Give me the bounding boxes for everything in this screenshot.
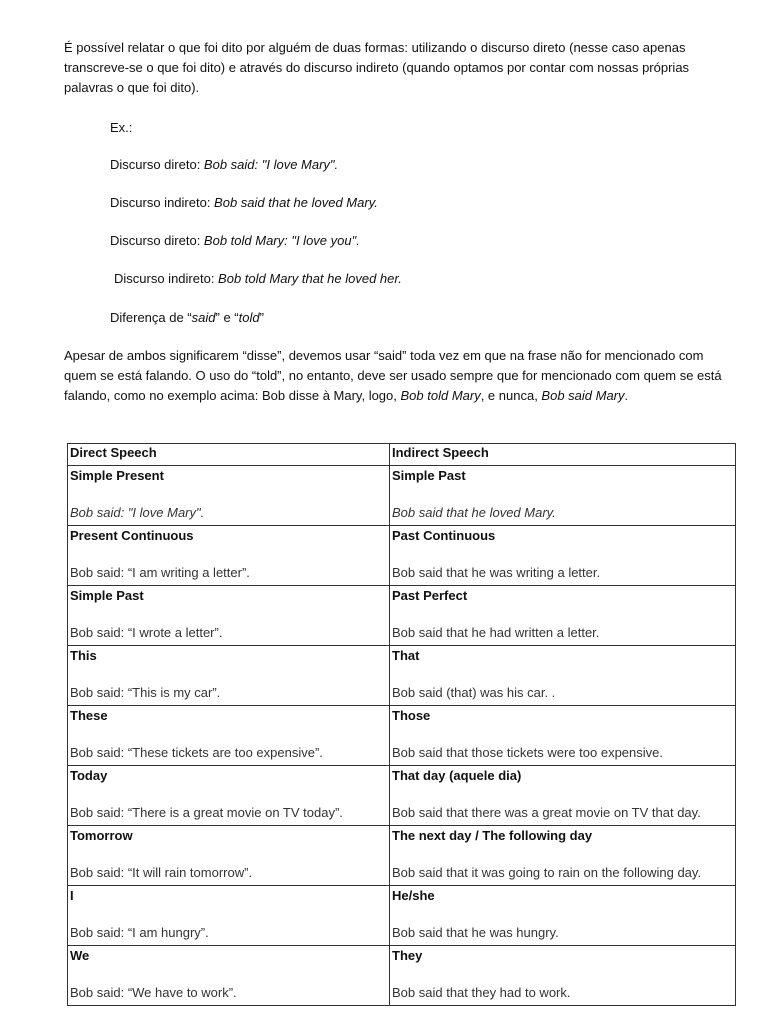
- direct-tense-label: Present Continuous: [70, 528, 194, 543]
- indirect-tense-label: Simple Past: [392, 468, 466, 483]
- indirect-tense-label: Past Continuous: [392, 528, 496, 543]
- indirect-speech-cell: [390, 586, 736, 646]
- example-line: [114, 270, 402, 288]
- example-line: [110, 232, 360, 250]
- direct-speech-cell: [68, 466, 390, 526]
- indirect-example-text: Bob said that he was hungry.: [392, 925, 559, 940]
- direct-speech-cell: [68, 766, 390, 826]
- direct-tense-label: Today: [70, 768, 108, 783]
- indirect-tense-label: He/she: [392, 888, 435, 903]
- indirect-speech-cell: [390, 646, 736, 706]
- indirect-example-text: Bob said that there was a great movie on TV that day.: [392, 805, 701, 820]
- table-row: [68, 886, 736, 946]
- direct-tense-label: These: [70, 708, 108, 723]
- table-row: [68, 526, 736, 586]
- indirect-speech-cell: [390, 886, 736, 946]
- indirect-tense-label: Past Perfect: [392, 588, 468, 603]
- header-indirect-speech: Indirect Speech: [390, 444, 736, 466]
- direct-example-text: Bob said: “It will rain tomorrow”.: [70, 865, 253, 880]
- example-label: Discurso indireto:: [110, 195, 215, 210]
- indirect-tense-label: That day (aquele dia): [392, 768, 522, 783]
- table-row: [68, 586, 736, 646]
- difference-mid: ” e “: [215, 310, 239, 325]
- indirect-tense-label: The next day / The following day: [392, 828, 593, 843]
- example-label: Discurso direto:: [110, 233, 204, 248]
- table-body: [68, 466, 736, 1006]
- examples-title: Ex.:: [110, 120, 133, 135]
- direct-example-text: Bob said: “I wrote a letter”.: [70, 625, 223, 640]
- direct-speech-cell: [68, 946, 390, 1006]
- difference-prefix: Diferença de “: [110, 310, 192, 325]
- explanation-text: Apesar de ambos significarem “disse”, devemos usar “said” toda vez em que na frase não for mencionado com quem se está falando. O uso do “told”, no entanto, deve ser usado sempre que for mencionado com quem se está falando, como no exemplo acima: Bob disse à Mary, logo,: [64, 348, 722, 403]
- indirect-speech-cell: [390, 826, 736, 886]
- indirect-example-text: Bob said that they had to work.: [392, 985, 571, 1000]
- difference-word-said: said: [191, 310, 216, 325]
- table-row: [68, 646, 736, 706]
- indirect-speech-cell: [390, 766, 736, 826]
- direct-example-text: Bob said: “These tickets are too expensive”.: [70, 745, 323, 760]
- direct-example-text: Bob said: “I am writing a letter”.: [70, 565, 250, 580]
- explanation-italic-2: Bob said Mary: [541, 388, 625, 403]
- direct-tense-label: This: [70, 648, 97, 663]
- indirect-speech-cell: [390, 706, 736, 766]
- direct-tense-label: Tomorrow: [70, 828, 133, 843]
- direct-speech-cell: [68, 886, 390, 946]
- example-text: Bob told Mary: "I love you".: [203, 233, 360, 248]
- indirect-speech-cell: [390, 466, 736, 526]
- header-direct-speech: Direct Speech: [68, 444, 390, 466]
- direct-example-text: Bob said: “There is a great movie on TV today”.: [70, 805, 343, 820]
- direct-example-text: Bob said: “I am hungry”.: [70, 925, 209, 940]
- example-text: Bob said: "I love Mary".: [203, 157, 339, 172]
- example-text: Bob told Mary that he loved her.: [218, 271, 402, 286]
- example-text: Bob said that he loved Mary.: [214, 195, 378, 210]
- intro-paragraph: É possível relatar o que foi dito por alguém de duas formas: utilizando o discurso direto (nesse caso apenas transcreve-se o que foi dito) e através do discurso indireto (quando optamos por contar com nossas próprias palavras o que foi dito).: [64, 40, 690, 95]
- direct-tense-label: Simple Present: [70, 468, 164, 483]
- direct-tense-label: We: [70, 948, 90, 963]
- direct-speech-cell: [68, 706, 390, 766]
- direct-speech-cell: [68, 526, 390, 586]
- direct-example-text: Bob said: "I love Mary".: [70, 505, 205, 520]
- indirect-tense-label: That: [392, 648, 420, 663]
- indirect-example-text: Bob said that those tickets were too expensive.: [392, 745, 663, 760]
- table-row: [68, 766, 736, 826]
- example-label: Discurso indireto:: [114, 271, 219, 286]
- difference-suffix: ”: [259, 310, 264, 325]
- table-row: [68, 946, 736, 1006]
- indirect-tense-label: They: [392, 948, 423, 963]
- table-header-row: [68, 444, 736, 466]
- indirect-tense-label: Those: [392, 708, 431, 723]
- difference-line: [110, 309, 264, 327]
- direct-example-text: Bob said: “We have to work”.: [70, 985, 237, 1000]
- direct-speech-cell: [68, 646, 390, 706]
- indirect-example-text: Bob said that it was going to rain on the following day.: [392, 865, 702, 880]
- table-row: [68, 826, 736, 886]
- table-row: [68, 466, 736, 526]
- speech-table: [67, 443, 736, 1006]
- explanation-paragraph: [64, 346, 724, 406]
- explanation-end: .: [624, 388, 629, 403]
- indirect-example-text: Bob said that he had written a letter.: [392, 625, 600, 640]
- example-line: [110, 194, 378, 212]
- direct-speech-cell: [68, 586, 390, 646]
- explanation-italic-1: Bob told Mary: [400, 388, 481, 403]
- indirect-example-text: Bob said that he loved Mary.: [392, 505, 556, 520]
- indirect-example-text: Bob said (that) was his car. .: [392, 685, 556, 700]
- direct-example-text: Bob said: “This is my car”.: [70, 685, 221, 700]
- example-label: Discurso direto:: [110, 157, 204, 172]
- indirect-example-text: Bob said that he was writing a letter.: [392, 565, 601, 580]
- indirect-speech-cell: [390, 526, 736, 586]
- explanation-mid: , e nunca,: [480, 388, 542, 403]
- direct-speech-cell: [68, 826, 390, 886]
- example-line: [110, 156, 338, 174]
- difference-word-told: told: [238, 310, 260, 325]
- direct-tense-label: I: [70, 888, 74, 903]
- direct-tense-label: Simple Past: [70, 588, 144, 603]
- table-row: [68, 706, 736, 766]
- indirect-speech-cell: [390, 946, 736, 1006]
